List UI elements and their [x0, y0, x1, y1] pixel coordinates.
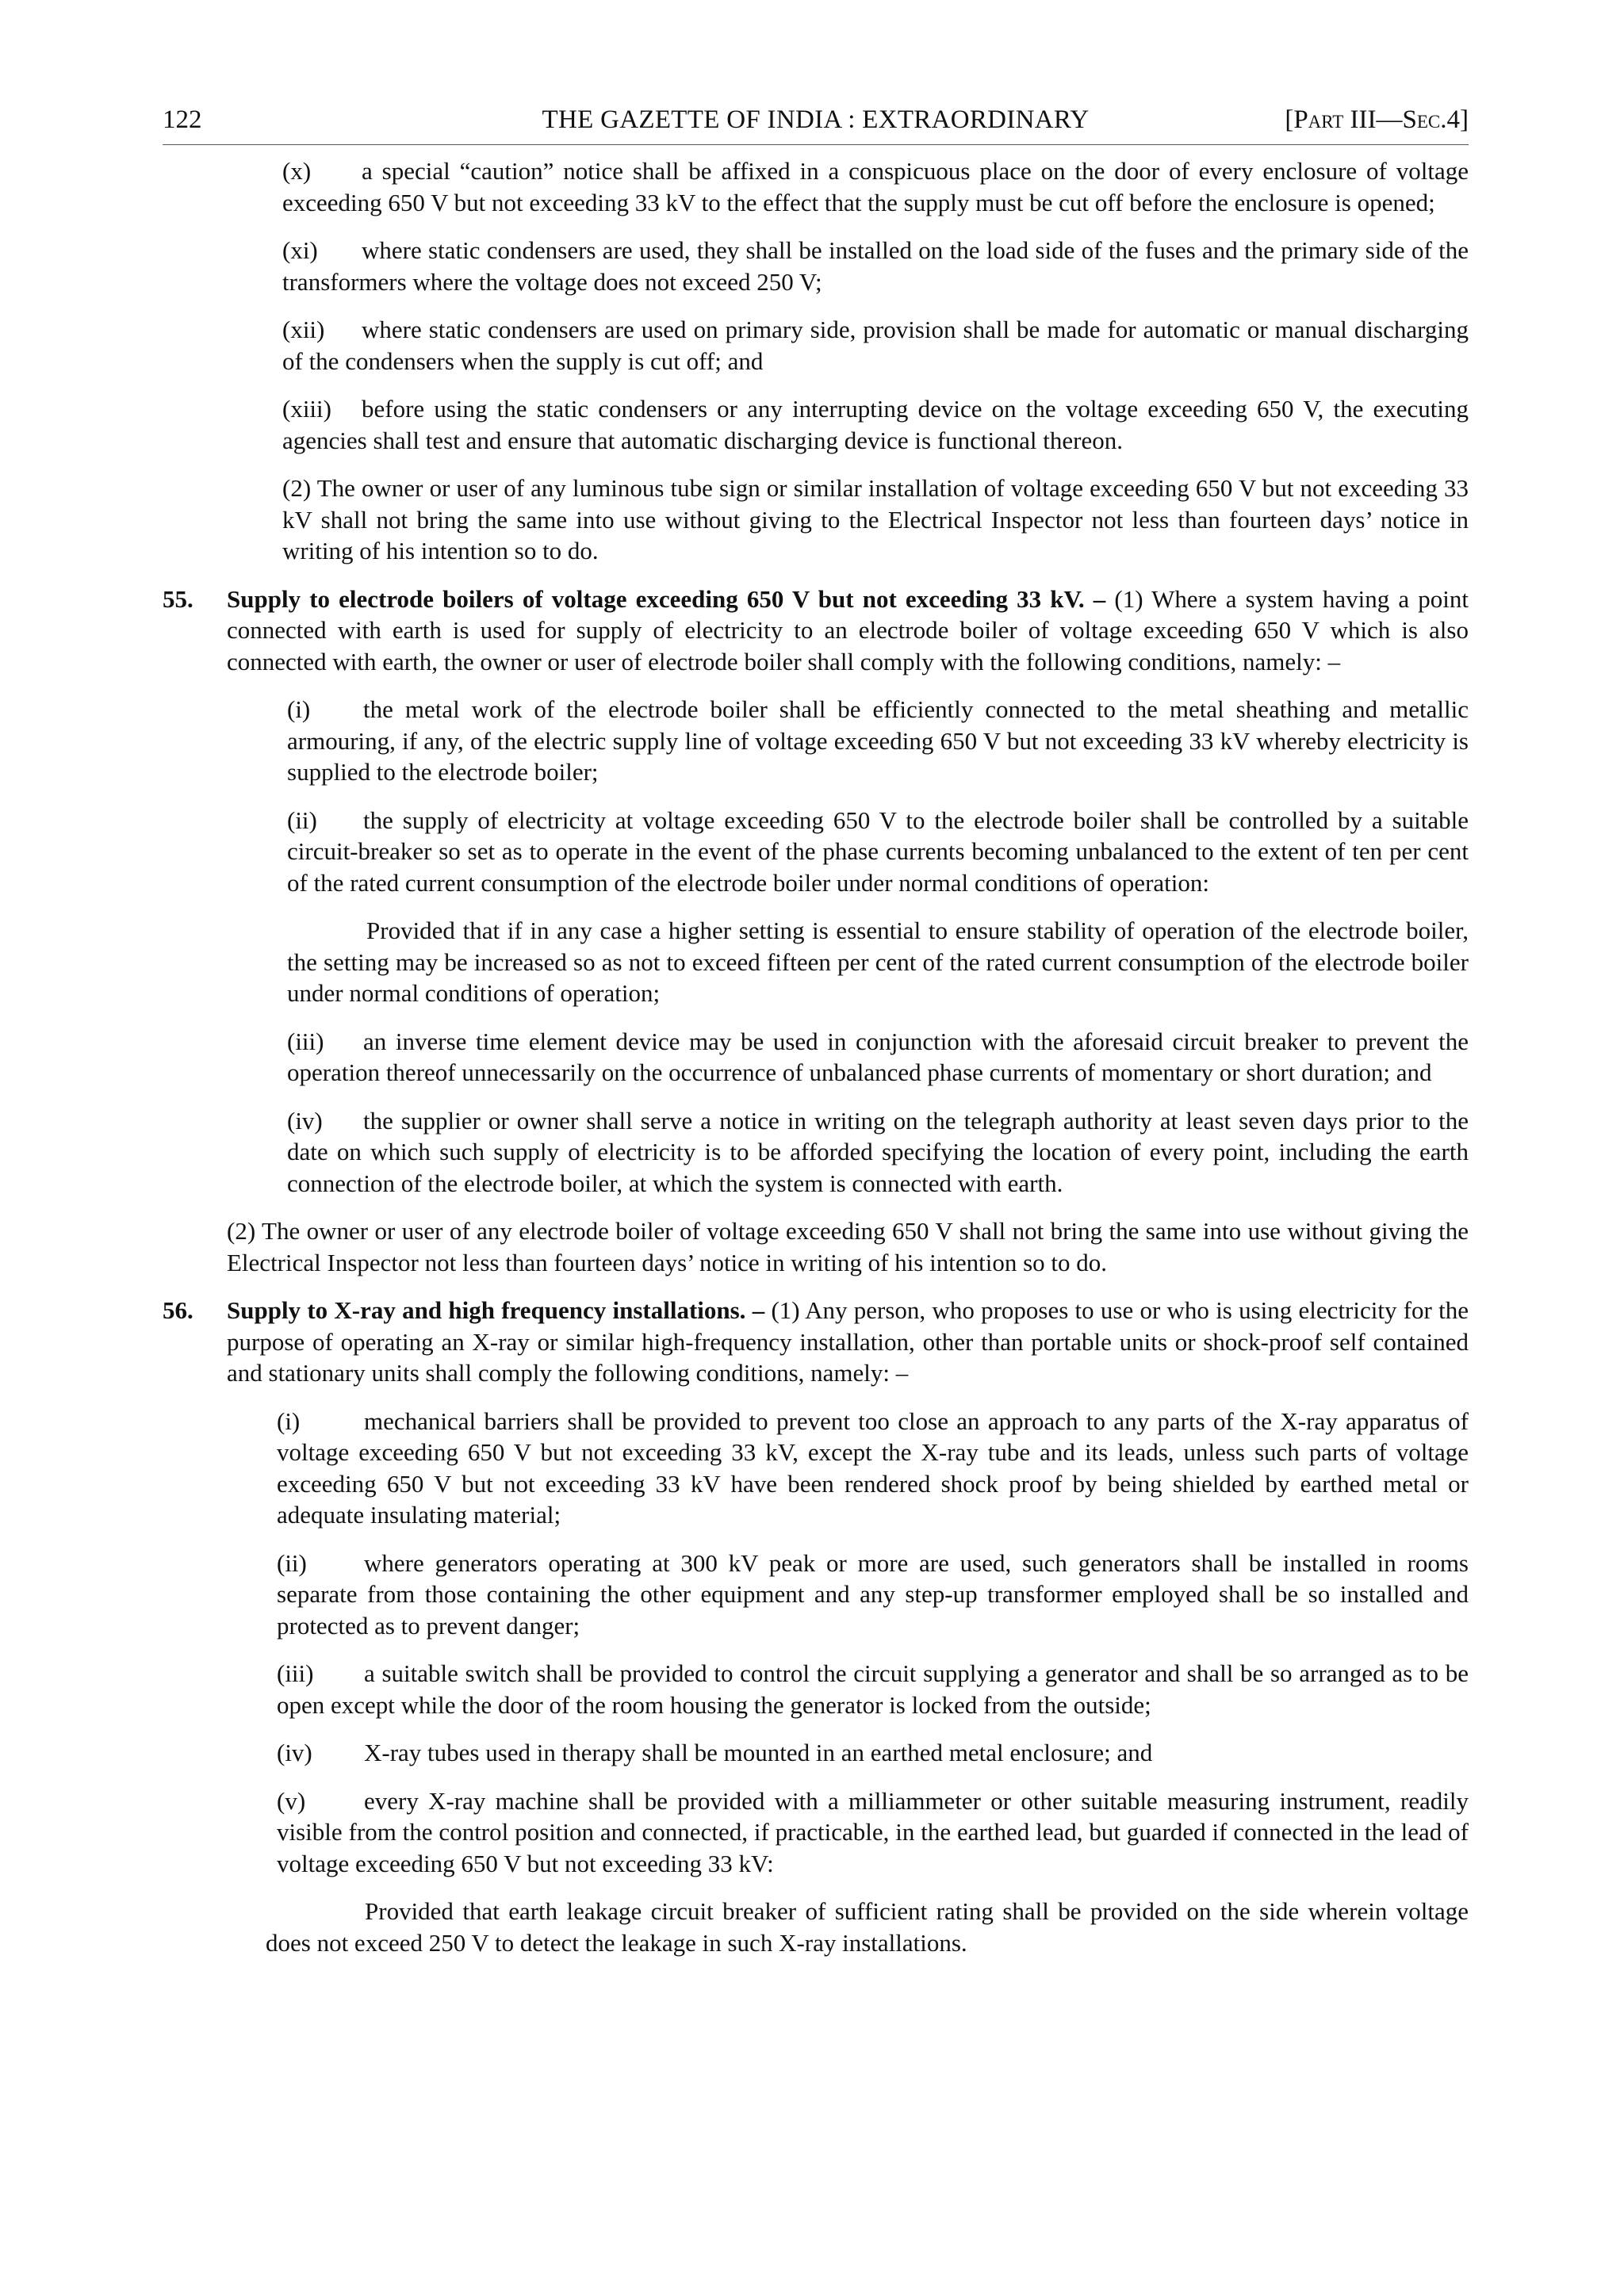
- clause-item: [282, 314, 1469, 377]
- clause-text: before using the static condensers or any interrupting device on the voltage exceeding 650 V, the executing agencies shall test and ensure that automatic discharging device is functional thereon.: [282, 395, 1469, 454]
- clause-label: (ii): [277, 1548, 307, 1577]
- clause-item: [287, 805, 1469, 899]
- clause-text: mechanical barriers shall be provided to prevent too close an approach to any parts of the X-ray apparatus of voltage exceeding 650 V but not exceeding 33 kV, except the X-ray tube and its leads, unless such parts of voltage exceeding 650 V but not exceeding 33 kV have been rendered shock proof by being shielded by earthed metal or adequate insulating material;: [277, 1406, 1469, 1529]
- gazette-title: THE GAZETTE OF INDIA : EXTRAORDINARY: [542, 105, 1090, 134]
- clause-label: (v): [277, 1786, 306, 1815]
- clause-label: (xiii): [282, 395, 331, 423]
- clause-item: [287, 1105, 1469, 1200]
- clause-text: where static condensers are used, they shall be installed on the load side of the fuses and the primary side of the transformers where the voltage does not exceed 250 V;: [282, 236, 1469, 296]
- clause-label: (iii): [287, 1027, 324, 1055]
- header-rule: [163, 144, 1469, 145]
- page-number: 122: [163, 105, 202, 134]
- clause-item: [277, 1737, 1469, 1769]
- proviso: Provided that earth leakage circuit breaker of sufficient rating shall be provided on the side wherein voltage does not exceed 250 V to detect the leakage in such X-ray installations.: [266, 1897, 1469, 1957]
- clause-label: (iv): [277, 1739, 312, 1766]
- page-header: [163, 100, 1469, 140]
- document-body: [163, 155, 1469, 1975]
- section-text: (1) Any person, who proposes to use or who is using electricity for the purpose of operating an X-ray or similar high-frequency installation, other than portable units or shock-proof self contained and stationary units shall comply the following conditions, namely: –: [227, 1296, 1469, 1387]
- clause-label: (i): [287, 695, 311, 723]
- clause-label: (iv): [287, 1106, 323, 1135]
- clause-item: [282, 235, 1469, 297]
- clause-item: [282, 155, 1469, 218]
- clause-text: an inverse time element device may be used in conjunction with the aforesaid circuit breaker to prevent the operation thereof unnecessarily on the occurrence of unbalanced phase currents of momentary or short duration; and: [287, 1027, 1469, 1086]
- clause-item: [287, 1026, 1469, 1089]
- subsection-2: (2) The owner or user of any electrode boiler of voltage exceeding 650 V shall not bring the same into use without giving the Electrical Inspector not less than fourteen days’ notice in writing of his intention so to do.: [227, 1217, 1469, 1276]
- part-section: [Part III—Sec.4]: [1285, 105, 1469, 134]
- proviso: Provided that if in any case a higher setting is essential to ensure stability of operation of the electrode boiler, the setting may be increased so as not to exceed fifteen per cent of the rated current consumption of the electrode boiler under normal conditions of operation;: [287, 916, 1469, 1007]
- clause-item: [282, 393, 1469, 456]
- clause-item: [277, 1548, 1469, 1642]
- clause-item: [277, 1658, 1469, 1720]
- clause-label: (i): [277, 1406, 301, 1435]
- clause-text: where generators operating at 300 kV peak or more are used, such generators shall be installed in rooms separate from those containing the other equipment and any step-up transformer employed shall be so installed and protected as to prevent danger;: [277, 1548, 1469, 1640]
- clause-item: [277, 1406, 1469, 1531]
- clause-item: [277, 1785, 1469, 1880]
- section-title: Supply to electrode boilers of voltage exceeding 650 V but not exceeding 33 kV. –: [227, 584, 1106, 613]
- clause-text: where static condensers are used on primary side, provision shall be made for automatic or manual discharging of the condensers when the supply is cut off; and: [282, 316, 1469, 375]
- section-55: [163, 584, 1469, 678]
- clause-item: [287, 694, 1469, 788]
- clause-text: a suitable switch shall be provided to control the circuit supplying a generator and shall be so arranged as to be open except while the door of the room housing the generator is locked from the outside;: [277, 1659, 1469, 1719]
- clause-label: (xi): [282, 236, 318, 264]
- section-text: (1) Where a system having a point connected with earth is used for supply of electricity to an electrode boiler of voltage exceeding 650 V which is also connected with earth, the owner or user of electrode boiler shall comply with the following conditions, namely: –: [227, 584, 1469, 675]
- clause-label: (xii): [282, 316, 325, 343]
- clause-text: the supplier or owner shall serve a notice in writing on the telegraph authority at least seven days prior to the date on which such supply of electricity is to be afforded specifying the location of every point, including the earth connection of the electrode boiler, at which the system is connected with earth.: [287, 1106, 1469, 1197]
- clause-text: every X-ray machine shall be provided with a milliammeter or other suitable measuring instrument, readily visible from the control position and connected, if practicable, in the earthed lead, but guarded if connected in the lead of voltage exceeding 650 V but not exceeding 33 kV:: [277, 1786, 1469, 1877]
- section-number: 56.: [163, 1296, 193, 1324]
- clause-text: the metal work of the electrode boiler shall be efficiently connected to the metal sheathing and metallic armouring, if any, of the electric supply line of voltage exceeding 650 V but not exceeding 33 kV whereby electricity is supplied to the electrode boiler;: [287, 695, 1469, 786]
- section-title: Supply to X-ray and high frequency installations. –: [227, 1296, 765, 1324]
- section-number: 55.: [163, 584, 193, 613]
- subsection-2: (2) The owner or user of any luminous tube sign or similar installation of voltage exceeding 650 V but not exceeding 33 kV shall not bring the same into use without giving to the Electrical Inspector not less than fourteen days’ notice in writing of his intention so to do.: [282, 474, 1469, 564]
- clause-text: X-ray tubes used in therapy shall be mounted in an earthed metal enclosure; and: [364, 1739, 1153, 1766]
- clause-text: a special “caution” notice shall be affixed in a conspicuous place on the door of every enclosure of voltage exceeding 650 V but not exceeding 33 kV to the effect that the supply must be cut off before the enclosure is opened;: [282, 157, 1469, 216]
- clause-label: (x): [282, 157, 312, 185]
- clause-label: (ii): [287, 806, 317, 834]
- clause-label: (iii): [277, 1659, 314, 1687]
- section-56: [163, 1295, 1469, 1389]
- clause-text: the supply of electricity at voltage exceeding 650 V to the electrode boiler shall be controlled by a suitable circuit-breaker so set as to operate in the event of the phase currents becoming unbalanced to the extent of ten per cent of the rated current consumption of the electrode boiler under normal conditions of operation:: [287, 806, 1469, 897]
